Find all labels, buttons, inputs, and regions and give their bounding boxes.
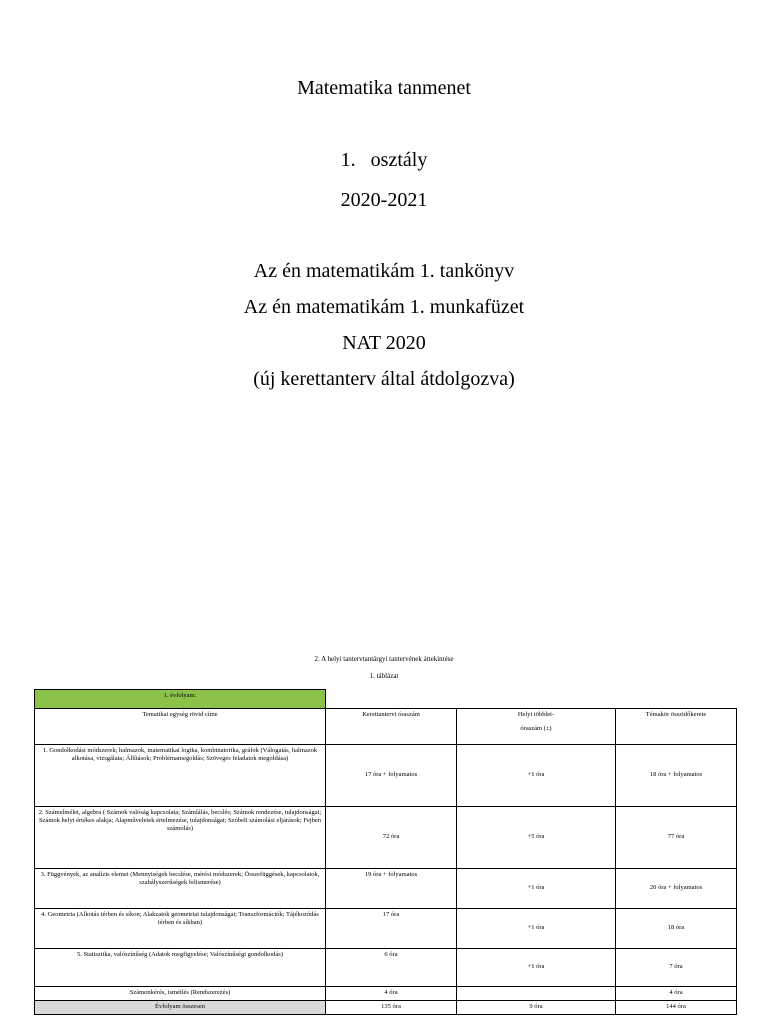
section-caption: 2. A helyi tantervtantárgyi tantervének áttekintése	[314, 655, 454, 663]
header-local-line1: Helyi többlet-	[517, 711, 555, 718]
frame-hours-cell: 6 óra	[326, 949, 457, 987]
frame-hours-cell: 19 óra + folyamatos	[326, 869, 457, 909]
curriculum-table	[34, 689, 737, 1015]
total-hours-cell: 18 óra	[616, 909, 737, 949]
total-hours-cell: 7 óra	[616, 949, 737, 987]
revision-note: (új kerettanterv által átdolgozva)	[253, 368, 515, 390]
grade-row	[35, 690, 737, 709]
local-hours-cell	[457, 987, 616, 1001]
local-hours-cell: +1 óra	[457, 909, 616, 949]
local-hours-cell: +5 óra	[457, 807, 616, 869]
grade-word: osztály	[370, 149, 428, 171]
grade-label-cell: 1. évfolyam:	[35, 690, 326, 709]
grade-blank-cell	[326, 690, 737, 709]
topic-cell: 1. Gondolkodási módszerek; halmazok, matematikai logika, kombinatorika, gráfok (Válogatás, halmazok alkotása, vizsgálata; Állítások; Problémamegoldás; Szöveges feladatok megoldása)	[35, 745, 326, 807]
table-row	[35, 807, 737, 869]
frame-hours-cell: 72 óra	[326, 807, 457, 869]
table-row	[35, 869, 737, 909]
local-hours-cell: +1 óra	[457, 949, 616, 987]
total-hours-cell: 4 óra	[616, 987, 737, 1001]
summary-local-cell: 9 óra	[457, 1001, 616, 1015]
header-frame-hours: Kerettantervi óraszám	[326, 709, 457, 745]
header-local-line2: óraszám (±)	[520, 725, 552, 733]
total-hours-cell: 18 óra + folyamatos	[616, 745, 737, 807]
frame-hours-cell: 17 óra + folyamatos	[326, 745, 457, 807]
grade-number: 1.	[340, 149, 356, 171]
header-topic: Tematikai egység rövid címe	[35, 709, 326, 745]
local-hours-cell: +1 óra	[457, 869, 616, 909]
topic-cell: 4. Geometria (Alkotás térben és síkon; Alakzatok geometriai tulajdonságai; Transzformációk; Tájékozódás térben és síkban)	[35, 909, 326, 949]
header-row	[35, 709, 737, 745]
header-local-hours	[457, 709, 616, 745]
table-row	[35, 909, 737, 949]
local-hours-cell: +1 óra	[457, 745, 616, 807]
textbook-line: Az én matematikám 1. tankönyv	[253, 260, 515, 282]
total-hours-cell: 20 óra + folyamatos	[616, 869, 737, 909]
summary-total-cell: 144 óra	[616, 1001, 737, 1015]
table-caption: 1. táblázat	[369, 672, 399, 680]
curriculum-line: NAT 2020	[342, 332, 426, 354]
frame-hours-cell: 4 óra	[326, 987, 457, 1001]
table-row	[35, 745, 737, 807]
topic-cell: 5. Statisztika, valószínűség (Adatok megfigyelése; Valószínűségi gondolkodás)	[35, 949, 326, 987]
total-hours-cell: 77 óra	[616, 807, 737, 869]
workbook-line: Az én matematikám 1. munkafüzet	[243, 296, 525, 318]
summary-label-cell: Évfolyam összesen	[35, 1001, 326, 1015]
table-row	[35, 987, 737, 1001]
topic-cell: Számonkérés, ismétlés (Rendszerezés)	[35, 987, 326, 1001]
grade-line	[0, 148, 768, 172]
topic-cell: 2. Számelmélet, algebra ( Számok valóság kapcsolata; Számlálás, becslés; Számok rendezése, tulajdonságai; Számok helyi értékes alakja; Alapműveletek értelmezése, tulajdonságai; Szóbeli számolási eljárások; Fejben számolás)	[35, 807, 326, 869]
frame-hours-cell: 17 óra	[326, 909, 457, 949]
summary-row	[35, 1001, 737, 1015]
table-row	[35, 949, 737, 987]
topic-cell: 3. Függvények, az analízis elemei (Mennyiségek becslése, mérési módszerek; Összefüggések, kapcsolatok, szabályszerűségek felismerése)	[35, 869, 326, 909]
document-title: Matematika tanmenet	[297, 77, 471, 99]
school-year: 2020-2021	[340, 189, 428, 211]
summary-frame-cell: 135 óra	[326, 1001, 457, 1015]
header-total-hours: Témakör összidőkerete	[616, 709, 737, 745]
